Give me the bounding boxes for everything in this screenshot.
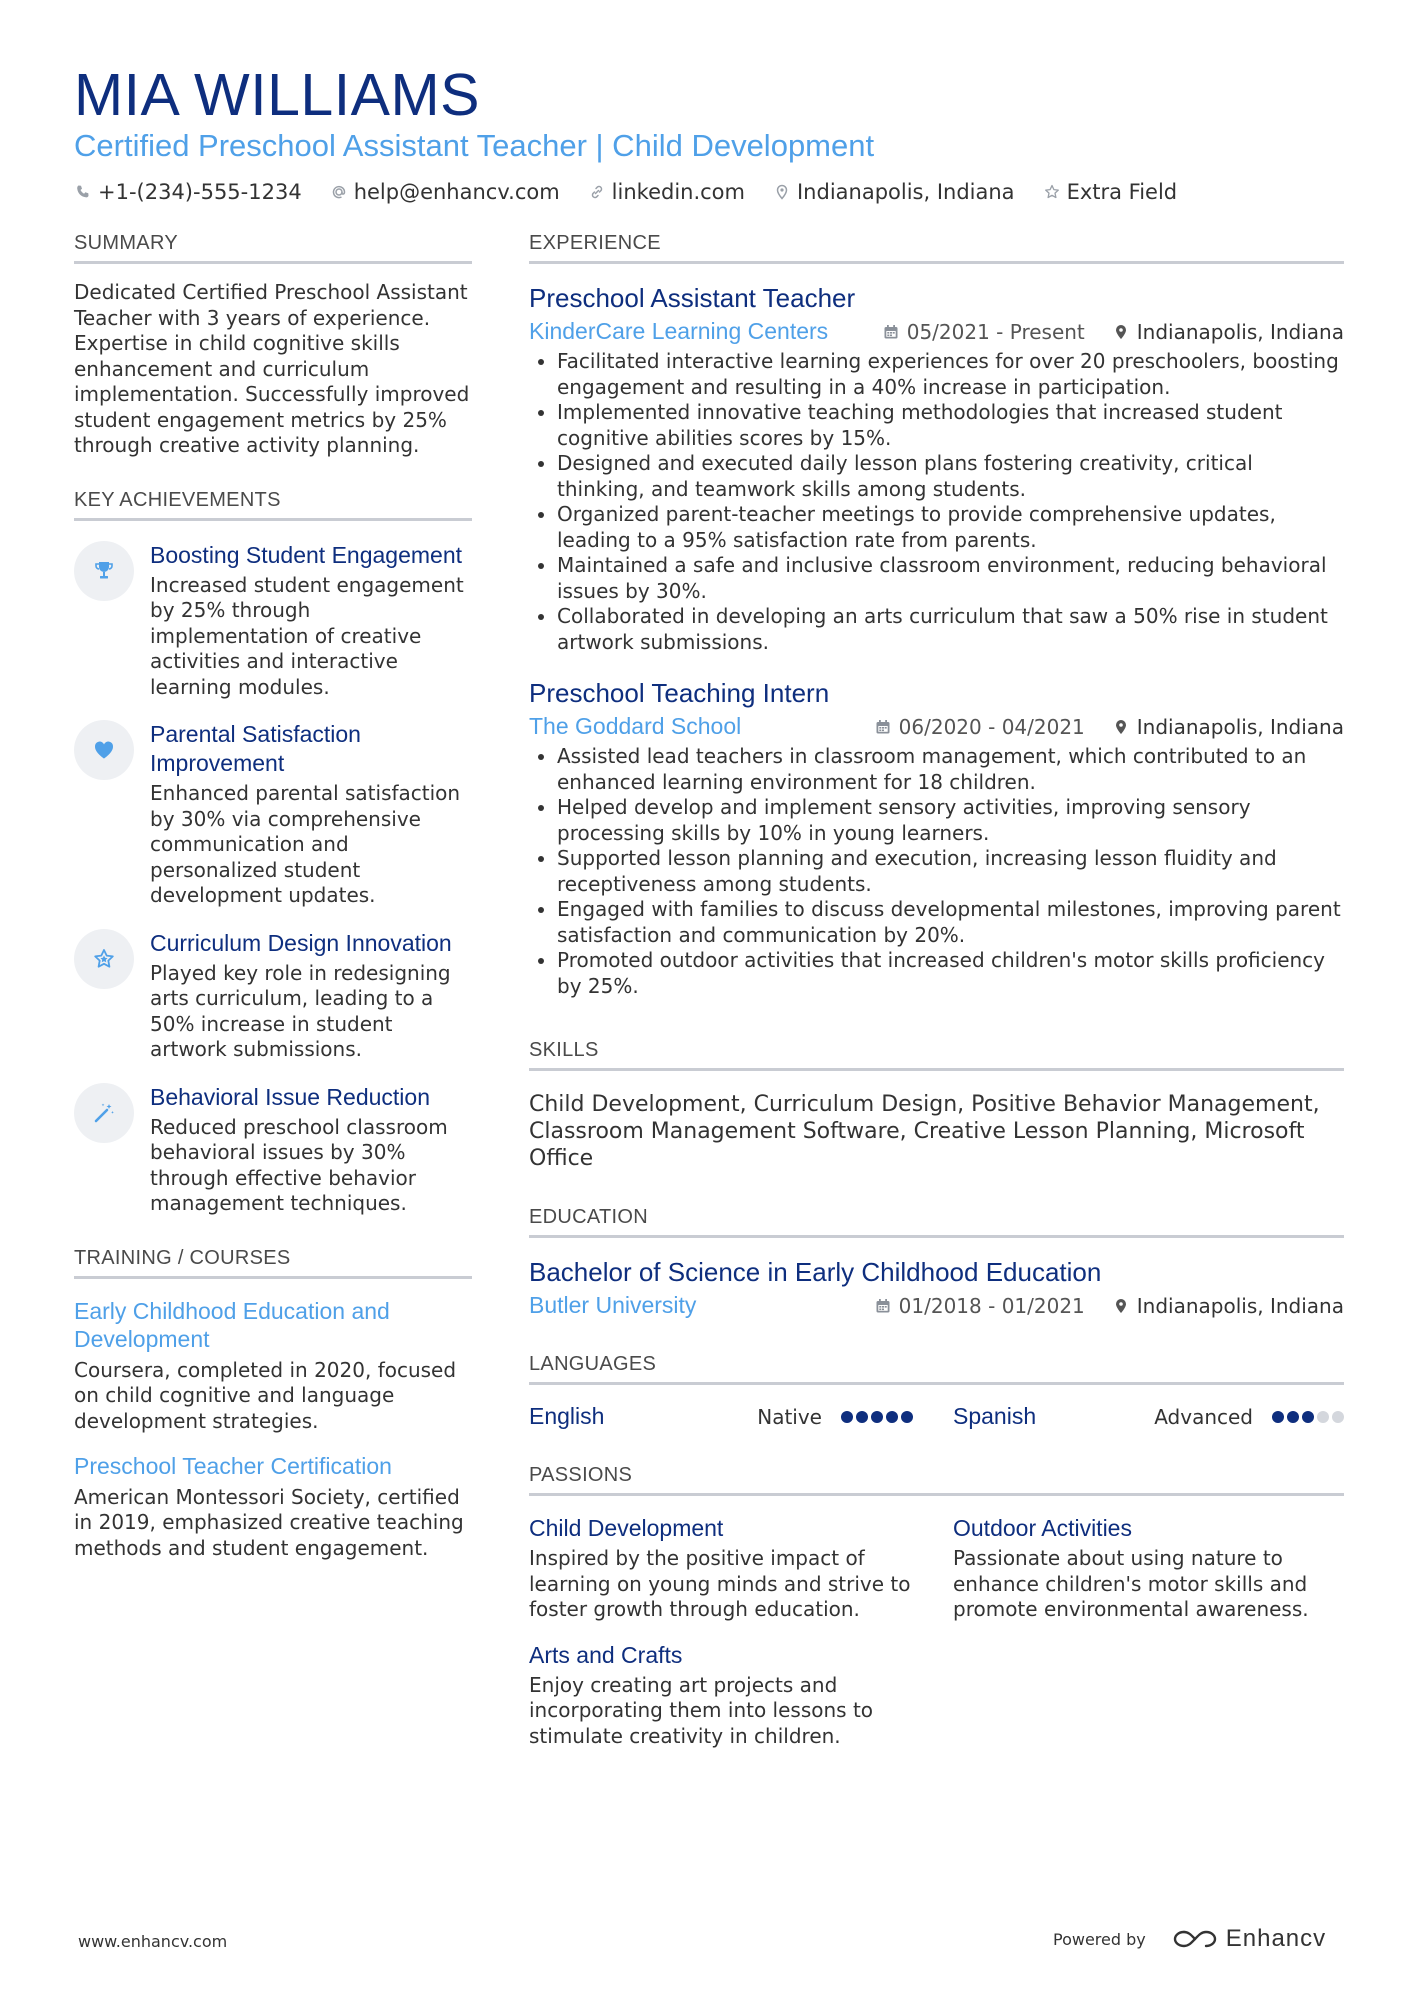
education-dates-text: 01/2018 - 01/2021 xyxy=(898,1293,1085,1318)
summary-section xyxy=(74,232,472,459)
rating-dot xyxy=(856,1411,868,1423)
bullet-item: • Promoted outdoor activities that increased children's motor skills proficiency by 25%. xyxy=(557,948,1344,999)
job-company: KinderCare Learning Centers xyxy=(529,318,829,344)
skills-section xyxy=(529,1039,1344,1172)
job-dates xyxy=(875,715,1085,739)
section-title: SKILLS xyxy=(529,1039,1344,1071)
education-dates xyxy=(875,1294,1085,1318)
calendar-icon xyxy=(875,719,891,735)
passion-item xyxy=(529,1641,953,1750)
section-title: KEY ACHIEVEMENTS xyxy=(74,489,472,521)
section-title: EXPERIENCE xyxy=(529,232,1344,264)
education-meta xyxy=(529,1292,1344,1319)
footer-branding[interactable] xyxy=(1053,1925,1326,1953)
star-icon xyxy=(1043,183,1061,201)
location-icon xyxy=(1113,324,1129,340)
rating-dot xyxy=(886,1411,898,1423)
experience-section xyxy=(529,232,1344,999)
rating-dot xyxy=(841,1411,853,1423)
passions-grid xyxy=(529,1496,1344,1749)
job-dates-text: 06/2020 - 04/2021 xyxy=(898,714,1085,739)
powered-by-label: Powered by xyxy=(1053,1929,1146,1949)
magic-wand-icon xyxy=(74,1083,134,1143)
achievement-item xyxy=(74,929,472,1063)
bullet-item: • Helped develop and implement sensory activities, improving sensory processing skills by 10% in young learners. xyxy=(557,795,1344,846)
job-entry xyxy=(529,282,1344,655)
location-icon xyxy=(773,183,791,201)
section-title: PASSIONS xyxy=(529,1464,1344,1496)
languages-section xyxy=(529,1353,1344,1430)
job-title: Preschool Assistant Teacher xyxy=(529,283,856,313)
education-section xyxy=(529,1206,1344,1319)
job-entry xyxy=(529,677,1344,999)
achievement-title: Boosting Student Engagement xyxy=(150,541,463,568)
achievement-desc: Enhanced parental satisfaction by 30% via comprehensive communication and personalized student development updates. xyxy=(150,781,461,907)
achievement-item xyxy=(74,1083,472,1217)
rating-dot xyxy=(1317,1411,1329,1423)
contact-bar xyxy=(74,180,1344,204)
school-name: Butler University xyxy=(529,1292,697,1318)
summary-text: Dedicated Certified Preschool Assistant Teacher with 3 years of experience. Expertise in child cognitive skills enhancement and curriculum implementation. Successfully improved student engagement metrics by 25% through creative activity planning. xyxy=(74,280,470,457)
passion-item xyxy=(953,1514,1344,1623)
course-item xyxy=(74,1297,472,1435)
bullet-item: • Facilitated interactive learning experiences for over 20 preschoolers, boosting engagement and resulting in a 40% increase in participation. xyxy=(557,349,1344,400)
course-desc: Coursera, completed in 2020, focused on child cognitive and language development strategies. xyxy=(74,1357,457,1433)
passion-title: Outdoor Activities xyxy=(953,1515,1132,1541)
job-location xyxy=(1113,320,1344,344)
section-title: LANGUAGES xyxy=(529,1353,1344,1385)
contact-text: Extra Field xyxy=(1066,180,1178,204)
achievements-section xyxy=(74,489,472,1217)
course-title: Early Childhood Education and Development xyxy=(74,1297,390,1352)
passion-title: Arts and Crafts xyxy=(529,1641,683,1668)
calendar-icon xyxy=(875,1298,891,1314)
resume-header xyxy=(74,60,1344,204)
language-level: Native xyxy=(757,1404,822,1429)
left-column xyxy=(74,232,472,1591)
job-location-text: Indianapolis, Indiana xyxy=(1136,319,1344,344)
passion-desc: Inspired by the positive impact of learning on young minds and strive to foster growth through education. xyxy=(529,1546,911,1621)
phone-icon xyxy=(74,183,92,201)
course-item xyxy=(74,1452,472,1561)
training-section xyxy=(74,1247,472,1562)
footer-website[interactable]: www.enhancv.com xyxy=(78,1932,228,1951)
job-location-text: Indianapolis, Indiana xyxy=(1136,714,1344,739)
contact-extra xyxy=(1043,180,1178,204)
job-dates-text: 05/2021 - Present xyxy=(906,319,1085,344)
achievement-title: Curriculum Design Innovation xyxy=(150,929,452,956)
rating-dot xyxy=(901,1411,913,1423)
link-icon xyxy=(588,183,606,201)
languages-row xyxy=(529,1403,1344,1430)
rating-dot xyxy=(1272,1411,1284,1423)
section-title: EDUCATION xyxy=(529,1206,1344,1238)
language-name: English xyxy=(529,1403,605,1429)
passion-item xyxy=(529,1514,953,1623)
location-icon xyxy=(1113,719,1129,735)
job-meta xyxy=(529,318,1344,345)
course-desc: American Montessori Society, certified in 2019, emphasized creative teaching methods and student engagement. xyxy=(74,1484,464,1560)
section-title: SUMMARY xyxy=(74,232,472,264)
candidate-title: Certified Preschool Assistant Teacher | Child Development xyxy=(74,128,875,163)
language-name: Spanish xyxy=(953,1403,1037,1429)
contact-linkedin[interactable] xyxy=(588,180,745,204)
language-item xyxy=(953,1403,1344,1430)
bullet-item: • Supported lesson planning and execution, increasing lesson fluidity and receptiveness among students. xyxy=(557,846,1344,897)
job-bullets xyxy=(529,349,1344,655)
section-title: TRAINING / COURSES xyxy=(74,1247,472,1279)
language-item xyxy=(529,1403,953,1430)
star-icon xyxy=(74,929,134,989)
language-rating xyxy=(1269,1411,1344,1423)
brand-name: Enhancv xyxy=(1225,1925,1327,1952)
contact-location xyxy=(773,180,1015,204)
course-title: Preschool Teacher Certification xyxy=(74,1453,392,1479)
rating-dot xyxy=(1287,1411,1299,1423)
candidate-name: MIA WILLIAMS xyxy=(74,62,480,128)
bullet-item: • Organized parent-teacher meetings to provide comprehensive updates, leading to a 95% satisfaction rate from parents. xyxy=(557,502,1344,553)
rating-dot xyxy=(871,1411,883,1423)
achievement-item xyxy=(74,541,472,701)
language-level: Advanced xyxy=(1154,1404,1253,1429)
achievement-desc: Reduced preschool classroom behavioral issues by 30% through effective behavior management techniques. xyxy=(150,1114,448,1215)
achievement-desc: Played key role in redesigning arts curriculum, leading to a 50% increase in student artwork submissions. xyxy=(150,960,451,1061)
education-location-text: Indianapolis, Indiana xyxy=(1136,1293,1344,1318)
job-meta xyxy=(529,713,1344,740)
contact-text: help@enhancv.com xyxy=(353,180,560,204)
achievement-item xyxy=(74,720,472,909)
at-icon xyxy=(330,183,348,201)
achievement-title: Behavioral Issue Reduction xyxy=(150,1083,430,1110)
job-bullets xyxy=(529,744,1344,999)
education-entry xyxy=(529,1256,1344,1319)
heart-icon xyxy=(74,720,134,780)
contact-text: linkedin.com xyxy=(611,180,745,204)
contact-phone[interactable] xyxy=(74,180,302,204)
bullet-item: • Implemented innovative teaching methodologies that increased student cognitive abilities scores by 15%. xyxy=(557,400,1344,451)
job-title: Preschool Teaching Intern xyxy=(529,678,830,708)
job-location xyxy=(1113,715,1344,739)
rating-dot xyxy=(1332,1411,1344,1423)
location-icon xyxy=(1113,1298,1129,1314)
bullet-item: • Collaborated in developing an arts curriculum that saw a 50% rise in student artwork submissions. xyxy=(557,604,1344,655)
passions-section xyxy=(529,1464,1344,1749)
degree-title: Bachelor of Science in Early Childhood Education xyxy=(529,1257,1102,1287)
rating-dot xyxy=(1302,1411,1314,1423)
contact-text: Indianapolis, Indiana xyxy=(796,180,1015,204)
achievement-title: Parental Satisfaction Improvement xyxy=(150,721,361,776)
contact-text: +1-(234)-555-1234 xyxy=(98,180,302,204)
passion-desc: Passionate about using nature to enhance children's motor skills and promote environmental awareness. xyxy=(953,1546,1309,1621)
right-column xyxy=(529,232,1344,1749)
enhancv-logo-icon xyxy=(1172,1927,1218,1951)
skills-text: Child Development, Curriculum Design, Positive Behavior Management, Classroom Management Software, Creative Lesson Planning, Microsoft Office xyxy=(529,1092,1320,1171)
calendar-icon xyxy=(883,324,899,340)
contact-email[interactable] xyxy=(330,180,560,204)
passion-title: Child Development xyxy=(529,1515,724,1541)
bullet-item: • Designed and executed daily lesson plans fostering creativity, critical thinking, and teamwork skills among students. xyxy=(557,451,1344,502)
education-location xyxy=(1113,1294,1344,1318)
language-rating xyxy=(838,1411,913,1423)
bullet-item: • Engaged with families to discuss developmental milestones, improving parent satisfaction and communication by 20%. xyxy=(557,897,1344,948)
bullet-item: • Assisted lead teachers in classroom management, which contributed to an enhanced learning environment for 18 children. xyxy=(557,744,1344,795)
achievement-desc: Increased student engagement by 25% through implementation of creative activities and interactive learning modules. xyxy=(150,572,464,699)
trophy-icon xyxy=(74,541,134,601)
bullet-item: • Maintained a safe and inclusive classroom environment, reducing behavioral issues by 30%. xyxy=(557,553,1344,604)
passion-desc: Enjoy creating art projects and incorporating them into lessons to stimulate creativity in children. xyxy=(529,1672,874,1748)
job-company: The Goddard School xyxy=(529,713,742,739)
job-dates xyxy=(883,320,1085,344)
